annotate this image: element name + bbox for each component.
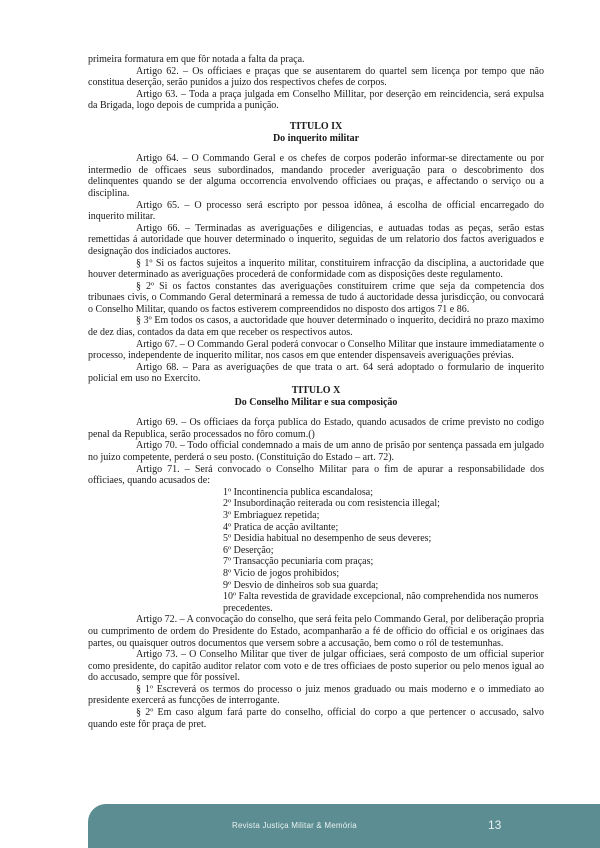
paragraph: Artigo 72. – A convocação do conselho, que será feita pelo Commando Geral, por deliberação propria ou cumprimento de ordem do Presidente do Estado, acompanharão a fé de officio do official e os originaes das partes, ou quaisquer outros documentos que versem sobre a accusação, bem como o ról de testemunhas. [88, 614, 544, 649]
paragraph: Artigo 66. – Terminadas as averiguações e diligencias, e autuadas todas as peças, serão estas remettidas á autoridade que houver determinado o inquerito, seguidas de um relatorio dos factos averiguados e designação dos indiciados auctores. [88, 222, 544, 257]
list-item: 9º Desvio de dinheiros sob sua guarda; [223, 579, 379, 591]
paragraph: Artigo 67. – O Commando Geral poderá convocar o Conselho Militar que instaure immediatamente o processo, independente de inquerito militar, nos casos em que entender dispensaveis averiguações prévias. [88, 338, 544, 362]
list-item: 2º Insubordinação reiterada ou com resistencia illegal; [223, 498, 440, 510]
list-item: 4º Pratica de acção aviltante; [223, 521, 339, 533]
section-heading: Do Conselho Militar e sua composição [234, 396, 398, 408]
paragraph: § 1º Si os factos sujeitos a inquerito militar, constituirem infracção da disciplina, a auctoridade que houver determinado as averiguações procederá de conformidade com as disposições deste regulamento. [88, 257, 544, 281]
list-item: 3º Embriaguez repetida; [223, 509, 320, 521]
list-item: 1º Incontinencia publica escandalosa; [223, 486, 373, 498]
paragraph: Artigo 63. – Toda a praça julgada em Conselho Millitar, por deserção em reincidencia, será expulsa da Brigada, logo depois de cumprida a punição. [88, 88, 544, 112]
paragraph: Artigo 73. – O Conselho Militar que tiver de julgar officiaes, será composto de um official superior como presidente, do capitão auditor relator com voto e de tres officiaes de posto superior ou pelo menos igual ao do accusado, sempre que fôr possível. [88, 649, 544, 684]
list-item: 5º Desidia habitual no desempenho de seus deveres; [223, 533, 432, 545]
paragraph: Artigo 69. – Os officiaes da força publica do Estado, quando acusados de crime previsto no codigo penal da Republica, serão processados no fôro comum.() [88, 417, 544, 440]
paragraph: Artigo 65. – O processo será escripto por pessoa idônea, á escolha de official encarregado do inquerito militar. [88, 199, 544, 223]
list-item: 7º Transacção pecuniaria com praças; [223, 556, 374, 568]
paragraph: Artigo 68. – Para as averiguações de que trata o art. 64 será adoptado o formulario de inquerito policial em uso no Exercito. [88, 361, 544, 385]
paragraph: § 1º Escreverá os termos do processo o juiz menos graduado ou mais moderno e o immediato ao presidente exercerá as funcções de interrogante. [88, 683, 544, 707]
list-item: 10º Falta revestida de gravidade excepcional, não comprehendida nos numeros precedentes. [223, 591, 539, 614]
paragraph: Artigo 71. – Será convocado o Conselho Militar para o fim de apurar a responsabilidade dos officiaes, quando acusados de: [88, 463, 544, 487]
paragraph: Artigo 64. – O Commando Geral e os chefes de corpos poderão informar-se directamente ou por intermedio de officaes seus subordinados, mandando proceder averiguação para o descobrimento dos delinquentes quando se der alguma occorrencia envolvendo officiaes ou praças, e affectando o serviço ou a disciplina. [88, 153, 544, 199]
paragraph: § 2º Si os factos constantes das averiguações constituirem crime que seja da competencia dos tribunaes civis, o Commando Geral determinará a remessa de tudo á auctoridade dessa jurisdicção, ou convocará o Conselho Militar, quando os factos estiverem compreendidos no disposto dos artigos 71 e 86. [88, 280, 544, 315]
list-item: 6º Deserção; [223, 544, 274, 556]
section-heading: Do inquerito militar [272, 132, 360, 144]
footer-bar [88, 804, 600, 848]
paragraph: Artigo 70. – Todo official condemnado a mais de um anno de prisão por sentença passada em julgado no juizo competente, perderá o seu posto. (Constituição do Estado – art. 72). [88, 440, 544, 463]
journal-title: Revista Justiça Militar & Memória [232, 821, 357, 830]
document-body [88, 54, 544, 730]
section-heading: TITULO IX [289, 120, 343, 132]
page-number: 13 [488, 818, 502, 832]
paragraph: Artigo 62. – Os officiaes e praças que se ausentarem do quartel sem licença por tempo que não constitua deserção, serão punidos a juizo dos respectivos chefes de corpos. [88, 65, 544, 89]
section-heading: TITULO X [291, 385, 341, 397]
paragraph: § 2º Em caso algum fará parte do conselho, official do corpo a que pertencer o accusado, salvo quando este fôr praça de pret. [88, 707, 544, 730]
list-item: 8º Vicio de jogos prohibidos; [223, 567, 340, 579]
paragraph: § 3º Em todos os casos, a auctoridade que houver determinado o inquerito, decidirá no prazo maximo de dez dias, contados da data em que receber os respectivos autos. [88, 315, 544, 339]
paragraph: primeira formatura em que fôr notada a falta da praça. [88, 54, 305, 65]
